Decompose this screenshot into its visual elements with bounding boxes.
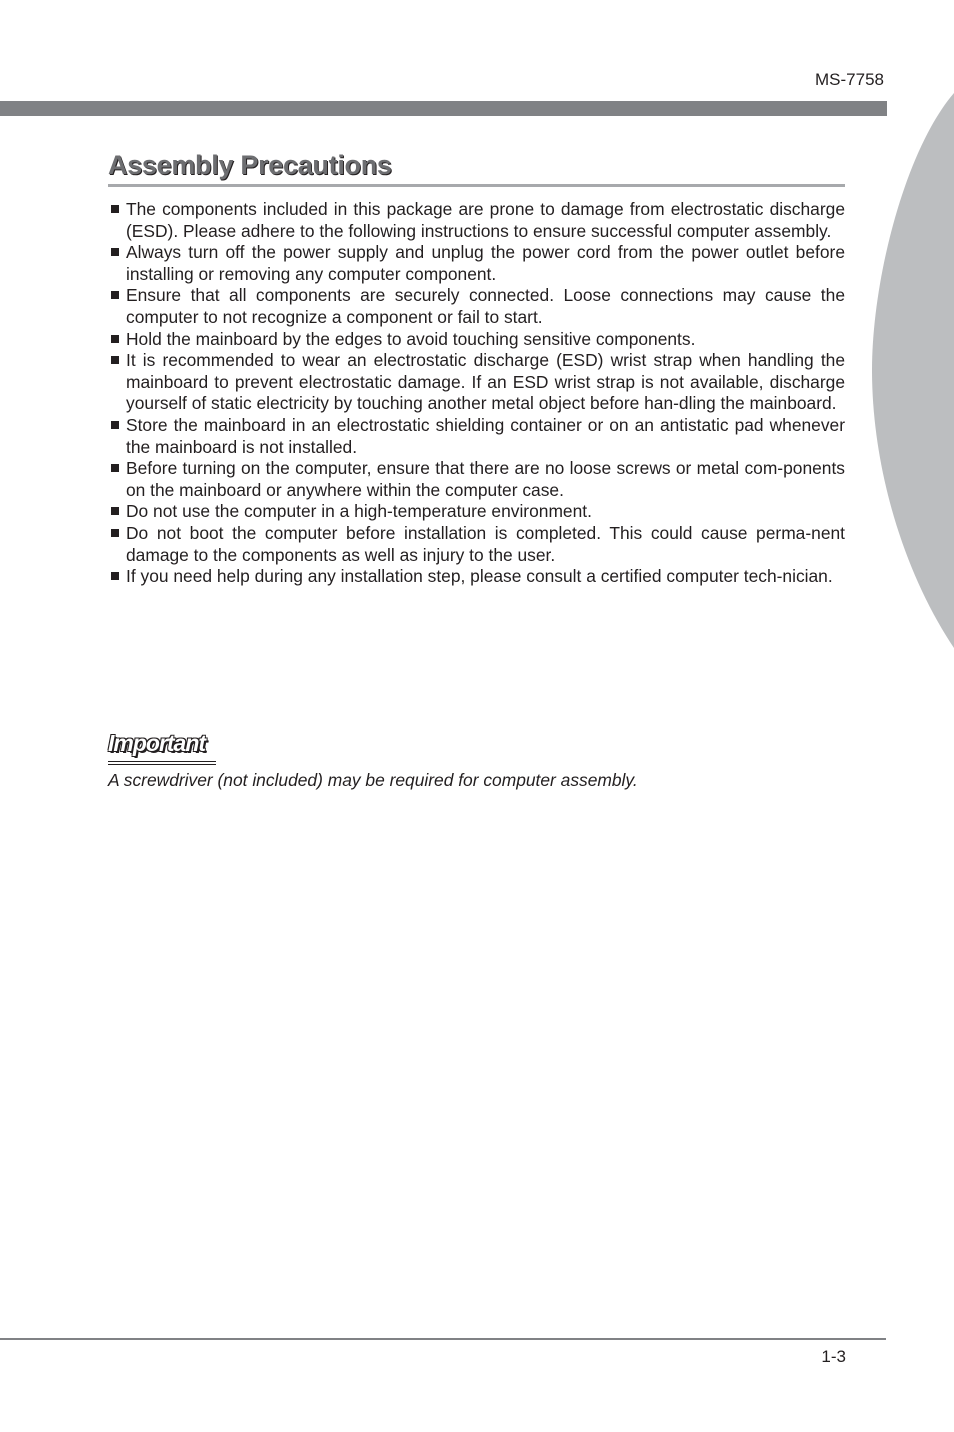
list-item-text: Do not boot the computer before installation is completed. This could cause perma-nent damage to the components as well as injury to the user. bbox=[126, 522, 845, 565]
square-bullet-icon bbox=[111, 421, 119, 429]
list-item bbox=[108, 350, 845, 415]
square-bullet-icon bbox=[111, 248, 119, 256]
section-title: Assembly Precautions bbox=[108, 150, 392, 180]
list-item bbox=[108, 329, 845, 351]
page-number: 1-3 bbox=[821, 1347, 846, 1366]
precautions-list bbox=[108, 199, 845, 588]
square-bullet-icon bbox=[111, 335, 119, 343]
title-underline bbox=[108, 184, 845, 187]
square-bullet-icon bbox=[111, 507, 119, 515]
list-item-text: The components included in this package are prone to damage from electrostatic discharge (ESD). Please adhere to the following instructions to ensure successful computer assembly. bbox=[126, 199, 845, 241]
chapter-tab-shape bbox=[872, 93, 954, 648]
list-item bbox=[108, 242, 845, 285]
square-bullet-icon bbox=[111, 205, 119, 213]
list-item-text: Ensure that all components are securely connected. Loose connections may cause the computer to not recognize a component or fail to start. bbox=[126, 285, 845, 327]
chapter-label: Chapter 1 bbox=[837, 330, 870, 467]
list-item bbox=[108, 566, 845, 588]
list-item bbox=[108, 285, 845, 328]
square-bullet-icon bbox=[111, 572, 119, 580]
list-item-text: Do not use the computer in a high-temperature environment. bbox=[126, 501, 592, 522]
important-note: A screwdriver (not included) may be required for computer assembly. bbox=[108, 770, 638, 790]
square-bullet-icon bbox=[111, 529, 119, 537]
square-bullet-icon bbox=[111, 356, 119, 364]
list-item-text: Hold the mainboard by the edges to avoid touching sensitive components. bbox=[126, 328, 696, 349]
list-item-text: Before turning on the computer, ensure that there are no loose screws or metal com-ponents on the mainboard or anywhere within the computer case. bbox=[126, 458, 845, 500]
header-bar bbox=[0, 101, 887, 116]
list-item bbox=[108, 501, 845, 523]
model-code: MS-7758 bbox=[815, 70, 884, 89]
list-item bbox=[108, 458, 845, 501]
footer-rule bbox=[0, 1338, 886, 1340]
square-bullet-icon bbox=[111, 464, 119, 472]
important-underline bbox=[108, 761, 216, 765]
list-item-text: Always turn off the power supply and unplug the power cord from the power outlet before installing or removing any computer component. bbox=[126, 242, 845, 284]
list-item bbox=[108, 199, 845, 242]
list-item bbox=[108, 523, 845, 566]
square-bullet-icon bbox=[111, 291, 119, 299]
list-item-text: Store the mainboard in an electrostatic shielding container or on an antistatic pad whenever the mainboard is not installed. bbox=[126, 414, 845, 457]
list-item-text: It is recommended to wear an electrostatic discharge (ESD) wrist strap when handling the mainboard to prevent electrostatic damage. If an ESD wrist strap is not available, discharge yourself of static electricity by touching another metal object before han-dling the mainboard. bbox=[126, 350, 845, 414]
list-item bbox=[108, 415, 845, 458]
important-heading: Important bbox=[108, 730, 206, 756]
list-item-text: If you need help during any installation step, please consult a certified computer tech-nician. bbox=[126, 566, 833, 587]
